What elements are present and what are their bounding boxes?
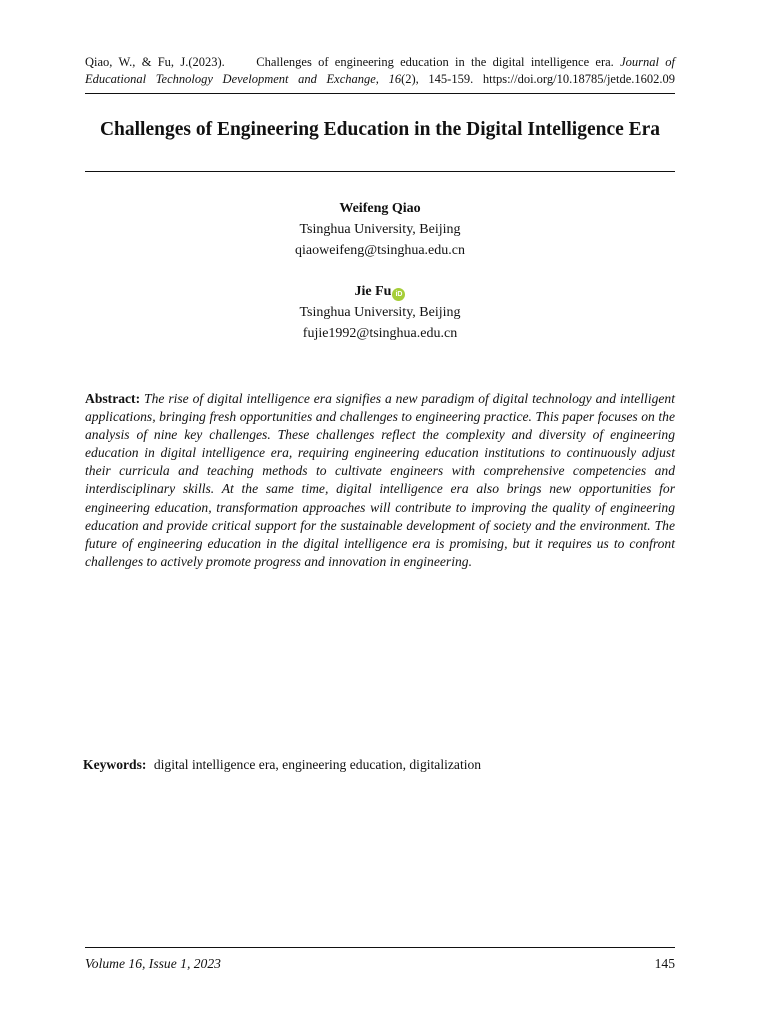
author-affiliation: Tsinghua University, Beijing: [299, 305, 461, 320]
page-number: 145: [654, 956, 675, 971]
journal-issue-pages: (2), 145-159.: [401, 72, 474, 86]
author-affiliation: Tsinghua University, Beijing: [299, 222, 461, 237]
doi-link[interactable]: https://doi.org/10.18785/jetde.1602.09: [482, 72, 675, 86]
keywords: [83, 756, 675, 774]
footer-volume-issue: Volume 16, Issue 1, 2023: [85, 956, 221, 971]
author-block-2: [85, 281, 675, 344]
keywords-label: Keywords:: [83, 757, 147, 772]
header-divider: [85, 93, 675, 94]
title-divider: [85, 171, 675, 172]
journal-name-part1: Journal of: [620, 55, 676, 69]
author-email[interactable]: qiaoweifeng@tsinghua.edu.cn: [295, 243, 465, 258]
citation-authors: Qiao, W., & Fu, J.(2023).: [85, 55, 225, 69]
journal-name-part2: Educational Technology Development and Exchange,: [85, 72, 379, 86]
abstract-label: Abstract:: [85, 391, 141, 406]
author-block-1: [85, 198, 675, 261]
keywords-text: digital intelligence era, engineering education, digitalization: [153, 757, 482, 772]
citation-header: [85, 54, 675, 88]
author-email[interactable]: fujie1992@tsinghua.edu.cn: [302, 326, 458, 341]
author-name: Weifeng Qiao: [339, 201, 421, 216]
page-footer: [85, 955, 675, 973]
author-name: Jie Fu: [354, 284, 392, 299]
orcid-icon[interactable]: iD: [392, 288, 405, 301]
journal-volume: 16: [388, 72, 402, 86]
abstract-text: The rise of digital intelligence era signifies a new paradigm of digital technology and intelligent applications, bringing fresh opportunities and challenges to engineering practice. This paper focuses on the analysis of nine key challenges. These challenges reflect the complexity and diversity of engineering education in digital intelligence era, requiring engineering education institutions to continuously adjust their curricula and teaching methods to cultivate engineers with comprehensive competencies and interdisciplinary skills. At the same time, digital intelligence era also brings new opportunities for engineering education, transformation approaches will contribute to improving the quality of engineering education and provide critical support for the sustainable development of society and the environment. The future of engineering education in the digital intelligence era is promising, but it requires us to confront challenges to actively promote progress and innovation in engineering.: [85, 391, 676, 569]
abstract: [85, 390, 675, 571]
footer-divider: [85, 947, 675, 948]
paper-page: [85, 0, 675, 1024]
citation-title: Challenges of engineering education in the digital intelligence era.: [256, 55, 614, 69]
paper-title: Challenges of Engineering Education in the Digital Intelligence Era: [99, 119, 661, 140]
